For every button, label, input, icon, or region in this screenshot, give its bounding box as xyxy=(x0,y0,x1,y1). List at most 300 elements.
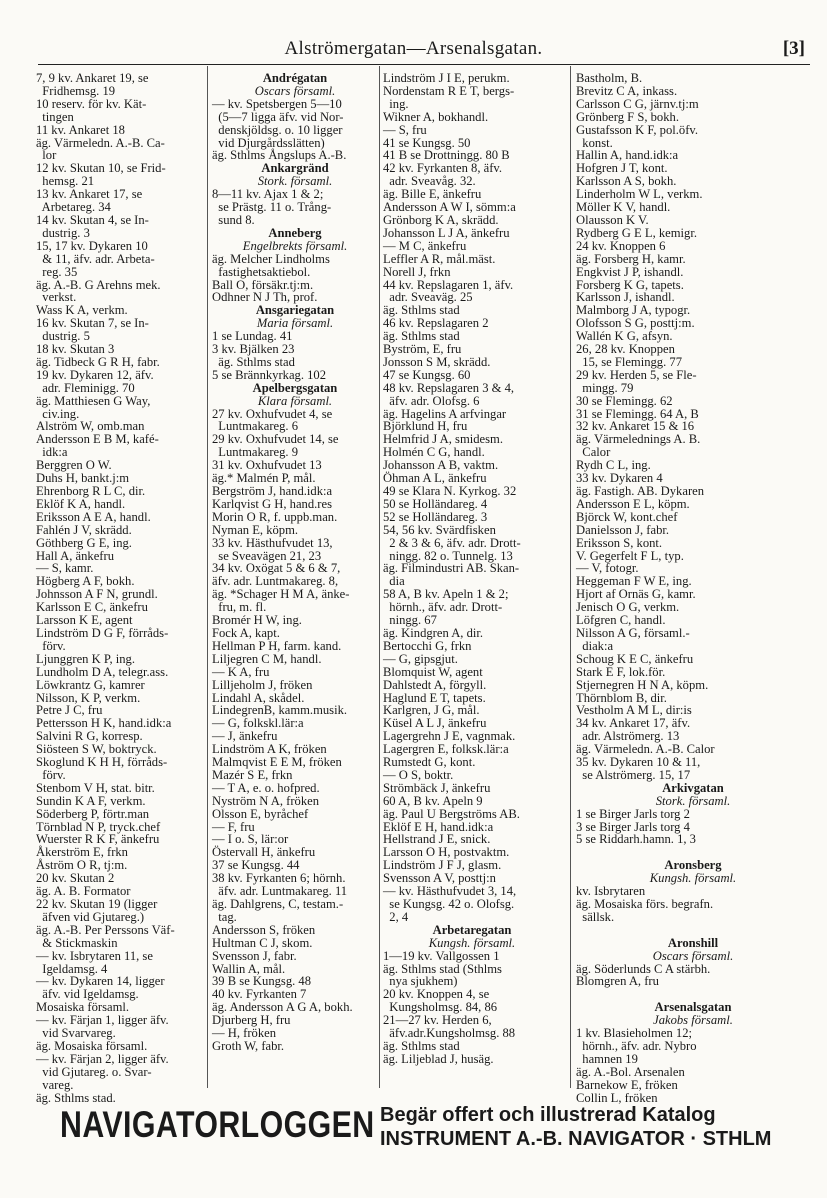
ad-brand-name: NAVIGATORLOGGEN xyxy=(60,1104,375,1145)
directory-entry: 21—27 kv. Herden 6, xyxy=(383,1013,492,1028)
directory-entry: adr. Sveavåg. 32. xyxy=(383,174,476,189)
directory-entry: 48 kv. Repslagaren 3 & 4, xyxy=(383,380,515,395)
directory-entry: Schoug K E C, änkefru xyxy=(576,651,694,666)
directory-entry: adr. Alströmerg. 13 xyxy=(576,729,680,744)
directory-entry: 1—19 kv. Vallgossen 1 xyxy=(383,948,500,963)
directory-entry: Dahlstedt A, förgyll. xyxy=(383,677,487,692)
directory-entry: 44 kv. Repslagaren 1, äfv. xyxy=(383,277,514,292)
directory-entry: Lindström A K, fröken xyxy=(212,742,327,757)
directory-entry: Holmén C G, handl. xyxy=(383,445,485,460)
directory-entry: Pettersson H K, hand.idk:a xyxy=(36,716,172,731)
directory-entry: 29 kv. Oxhufvudet 14, se xyxy=(212,432,339,447)
directory-entry: Calor xyxy=(576,445,611,460)
directory-entry: — S, fru xyxy=(383,122,427,137)
directory-entry: äg. Bille E, änkefru xyxy=(383,187,482,202)
directory-entry: äg. Värmeledn. A.-B. Ca- xyxy=(36,135,165,150)
parish-label: Engelbrekts församl. xyxy=(242,238,348,253)
directory-entry: Lilljeholm J, fröken xyxy=(212,677,313,692)
directory-entry: Odhner N J Th, prof. xyxy=(212,290,318,305)
directory-entry: 46 kv. Repslagaren 2 xyxy=(383,316,489,331)
directory-entry: denskjöldsg. o. 10 ligger xyxy=(212,122,343,137)
directory-entry: Lagergren E, folksk.lär:a xyxy=(383,742,509,757)
directory-entry: — M C, änkefru xyxy=(383,238,467,253)
directory-entry: Wuerster R K F, änkefru xyxy=(36,832,160,847)
directory-entry: — T A, e. o. hofpred. xyxy=(212,780,320,795)
directory-entry: 12 kv. Skutan 10, se Frid- xyxy=(36,161,166,176)
directory-entry: Svensson A V, posttj:n xyxy=(383,871,496,886)
directory-entry: Nyman E, köpm. xyxy=(212,522,299,537)
directory-entry: Barnekow E, fröken xyxy=(576,1077,678,1092)
directory-entry: idk:a xyxy=(36,445,68,460)
directory-entry: Linderholm W L, verkm. xyxy=(576,187,703,202)
directory-entry: äg. A.-B. G Arehns mek. xyxy=(36,277,161,292)
directory-entry: Igeldamsg. 4 xyxy=(36,961,108,976)
directory-entry: Rumstedt G, kont. xyxy=(383,755,476,770)
directory-entry: äg. Sthlms stad xyxy=(212,354,295,369)
directory-entry: Haglund E T, tapets. xyxy=(383,690,486,705)
directory-entry: Engkvist J P, ishandl. xyxy=(576,264,684,279)
directory-entry: 8—11 kv. Ajax 1 & 2; xyxy=(212,187,324,202)
directory-entry: Fahlén J V, skrädd. xyxy=(36,522,132,537)
directory-entry: äfv. adr. Luntmakareg. 8, xyxy=(212,574,339,589)
directory-entry: äg. Liljeblad J, husäg. xyxy=(383,1051,494,1066)
directory-column-2 xyxy=(212,72,378,1087)
directory-entry: 33 kv. Dykaren 4 xyxy=(576,471,663,486)
directory-entry: 26, 28 kv. Knoppen xyxy=(576,342,675,357)
directory-entry: Carlsson C G, järnv.tj:m xyxy=(576,96,699,111)
street-heading: Aronshill xyxy=(667,935,719,950)
directory-entry: — kv. Dykaren 14, ligger xyxy=(36,974,165,989)
directory-entry: Petre J C, fru xyxy=(36,703,103,718)
directory-entry: Hall A, änkefru xyxy=(36,548,114,563)
directory-entry: 20 kv. Skutan 2 xyxy=(36,871,115,886)
directory-entry: 42 kv. Fyrkanten 8, äfv. xyxy=(383,161,503,176)
directory-entry: äg. A. B. Formator xyxy=(36,884,131,899)
directory-entry: Larsson K E, agent xyxy=(36,613,133,628)
directory-entry: vid Svarvareg. xyxy=(36,1026,116,1041)
directory-entry: tingen xyxy=(36,109,74,124)
directory-entry: 41 se Kungsg. 50 xyxy=(383,135,471,150)
directory-entry: 1 kv. Blasieholmen 12; xyxy=(576,1026,693,1041)
directory-entry: & 11, äfv. adr. Arbeta- xyxy=(36,251,155,266)
directory-entry: — F, fru xyxy=(212,819,255,834)
directory-entry: Wikner A, bokhandl. xyxy=(383,109,489,124)
directory-entry: Bastholm, B. xyxy=(576,71,643,85)
directory-entry: 27 kv. Oxhufvudet 4, se xyxy=(212,406,333,421)
directory-entry: — G, gipsgjut. xyxy=(383,651,458,666)
directory-entry: 54, 56 kv. Svärdfisken xyxy=(383,522,496,537)
directory-entry: Duhs H, bankt.j:m xyxy=(36,471,130,486)
directory-entry: se Sveavägen 21, 23 xyxy=(212,548,322,563)
directory-entry: Wallén K G, afsyn. xyxy=(576,329,673,344)
directory-entry: — H, fröken xyxy=(212,1026,277,1041)
directory-entry: Heggeman F W E, ing. xyxy=(576,574,692,589)
directory-entry: Kungsholmsg. 84, 86 xyxy=(383,1000,498,1015)
directory-entry: vareg. xyxy=(36,1077,74,1092)
directory-entry: vid Djurgårdsslätten) xyxy=(212,135,325,150)
directory-entry: Åkerström E, frkn xyxy=(36,845,128,860)
directory-entry: Nordenstam R E T, bergs- xyxy=(383,83,515,98)
directory-entry: Johnsson A F N, grundl. xyxy=(36,587,158,602)
parish-label: Jakobs församl. xyxy=(653,1013,733,1028)
directory-entry: — O S, boktr. xyxy=(383,767,454,782)
directory-entry: Lundholm D A, telegr.ass. xyxy=(36,664,169,679)
directory-entry: Danielsson J, fabr. xyxy=(576,522,670,537)
street-heading: Apelbergsgatan xyxy=(252,380,338,395)
directory-entry: 34 kv. Oxögat 5 & 6 & 7, xyxy=(212,561,341,576)
directory-entry: Helmfrid J A, smidesm. xyxy=(383,432,503,447)
directory-column-1 xyxy=(36,71,204,1105)
directory-entry: civ.ing. xyxy=(36,406,80,421)
directory-entry: Eriksson S, kont. xyxy=(576,535,663,550)
directory-entry: dia xyxy=(383,574,405,589)
directory-entry: Andersson E B M, kafé- xyxy=(36,432,159,447)
directory-entry: V. Gegerfelt F L, typ. xyxy=(576,548,684,563)
directory-entry: äg. Värmelednings A. B. xyxy=(576,432,701,447)
directory-entry: Rydh C L, ing. xyxy=(576,458,651,473)
directory-entry: Bergström J, hand.idk:a xyxy=(212,484,333,498)
directory-entry: ningg. 67 xyxy=(383,613,437,628)
directory-entry: — J, änkefru xyxy=(212,729,278,744)
directory-entry: Salvini R G, korresp. xyxy=(36,729,143,744)
directory-entry: Svensson J, fabr. xyxy=(212,948,297,963)
directory-entry: äg. Värmeledn. A.-B. Calor xyxy=(576,742,715,757)
directory-entry: — V, fotogr. xyxy=(576,561,639,576)
directory-entry: Rydberg G E L, kemigr. xyxy=(576,225,697,240)
directory-entry: äg. Sthlms stad xyxy=(383,329,460,344)
directory-entry: Grönberg F S, bokh. xyxy=(576,109,679,124)
directory-entry: Ljunggren K P, ing. xyxy=(36,651,135,666)
directory-entry: äg. A.-B. Per Perssons Väf- xyxy=(36,922,175,937)
directory-entry: Skoglund K H H, förråds- xyxy=(36,755,168,770)
street-heading: Andrégatan xyxy=(262,71,328,85)
directory-entry: Högberg A F, bokh. xyxy=(36,574,135,589)
street-heading: Arkivgatan xyxy=(662,780,724,795)
directory-entry: Leffler A R, mål.mäst. xyxy=(383,251,496,266)
directory-entry: hörnh., äfv. adr. Nybro xyxy=(576,1038,697,1053)
directory-entry: äg. Sthlms stad (Sthlms xyxy=(383,961,502,976)
directory-entry: Jenisch O G, verkm. xyxy=(576,600,680,615)
directory-entry: 19 kv. Dykaren 12, äfv. xyxy=(36,367,154,382)
parish-label: Kungsh. församl. xyxy=(428,935,516,950)
directory-entry: äg. Andersson A G A, bokh. xyxy=(212,1000,353,1015)
directory-entry: äg. *Schager H M A, änke- xyxy=(212,587,350,602)
directory-entry: Nilsson A G, församl.- xyxy=(576,625,690,640)
directory-entry: 41 B se Drottningg. 80 B xyxy=(383,148,510,163)
directory-entry: (5—7 ligga äfv. vid Nor- xyxy=(212,109,344,124)
directory-entry: Karlgren, J G, mål. xyxy=(383,703,480,718)
directory-entry: äg. Sthlms stad xyxy=(383,1038,460,1053)
directory-entry: 30 se Flemingg. 62 xyxy=(576,393,673,408)
directory-entry: 10 reserv. för kv. Kät- xyxy=(36,96,147,111)
street-heading: Arsenalsgatan xyxy=(654,1000,732,1015)
directory-entry: äg. Fastigh. AB. Dykaren xyxy=(576,484,705,498)
directory-entry: Olsson E, byråchef xyxy=(212,806,309,821)
directory-entry: Karlsson A S, bokh. xyxy=(576,174,677,189)
directory-entry: diak:a xyxy=(576,638,614,653)
directory-entry: Stenbom V H, stat. bitr. xyxy=(36,780,155,795)
directory-entry: Ehrenborg R L C, dir. xyxy=(36,484,146,498)
directory-entry: Björck W, kont.chef xyxy=(576,509,678,524)
parish-label: Oscars församl. xyxy=(254,83,336,98)
directory-entry: Eklöf K A, handl. xyxy=(36,496,126,511)
directory-entry: 47 se Kungsg. 60 xyxy=(383,367,471,382)
directory-entry: Blomquist W, agent xyxy=(383,664,483,679)
directory-entry: — K A, fru xyxy=(212,664,270,679)
directory-entry: Olausson K V. xyxy=(576,212,649,227)
directory-entry: äfven vid Gjutareg.) xyxy=(36,909,145,924)
directory-entry: hamnen 19 xyxy=(576,1051,638,1066)
directory-entry: Karlqvist G H, hand.res xyxy=(212,496,332,511)
parish-label: Kungsh. församl. xyxy=(649,871,737,886)
directory-entry: 37 se Kungsg. 44 xyxy=(212,858,300,873)
directory-entry: Bromér H W, ing. xyxy=(212,613,302,628)
ad-company-text: INSTRUMENT A.-B. NAVIGATOR · STHLM xyxy=(380,1128,772,1150)
directory-entry: Hellstrand J E, snick. xyxy=(383,832,491,847)
parish-label: Oscars församl. xyxy=(652,948,734,963)
directory-entry: — kv. Spetsbergen 5—10 xyxy=(212,96,342,111)
directory-entry: Malmqvist E E M, fröken xyxy=(212,755,342,770)
directory-entry: Stark E F, lok.för. xyxy=(576,664,666,679)
directory-entry: 3 se Birger Jarls torg 4 xyxy=(576,819,690,834)
directory-entry: 18 kv. Skutan 3 xyxy=(36,342,115,357)
directory-entry: äg. Sthlms stad xyxy=(383,303,460,318)
directory-entry: ing. xyxy=(383,96,409,111)
directory-entry: 11 kv. Ankaret 18 xyxy=(36,122,125,137)
directory-entry: fru, m. fl. xyxy=(212,600,267,615)
directory-entry: Brevitz C A, inkass. xyxy=(576,83,678,98)
directory-entry: 2, 4 xyxy=(383,909,409,924)
directory-entry: kv. Isbrytaren xyxy=(576,884,646,899)
directory-entry: Lindström D G F, förråds- xyxy=(36,625,169,640)
directory-entry: fastighetsaktiebol. xyxy=(212,264,311,279)
directory-entry: mingg. 79 xyxy=(576,380,634,395)
directory-entry: 3 kv. Bjälken 23 xyxy=(212,342,295,357)
street-heading: Anneberg xyxy=(268,225,322,240)
directory-entry: Andersson A W I, sömm:a xyxy=(383,200,516,215)
directory-entry: Åström O R, tj:m. xyxy=(36,858,128,873)
directory-entry: vid Gjutareg. o. Svar- xyxy=(36,1064,152,1079)
directory-entry: tag. xyxy=(212,909,237,924)
directory-entry: äg. Matthiesen G Way, xyxy=(36,393,151,408)
directory-entry: äg. Filmindustri AB. Skan- xyxy=(383,561,520,576)
directory-entry: Lagergrehn J E, vagnmak. xyxy=(383,729,516,744)
directory-entry: 15, se Flemingg. 77 xyxy=(576,354,682,369)
page-header xyxy=(0,38,827,64)
directory-entry: Morin O R, f. uppb.man. xyxy=(212,509,338,524)
directory-entry: 38 kv. Fyrkanten 6; hörnh. xyxy=(212,871,346,886)
directory-entry: 40 kv. Fyrkanten 7 xyxy=(212,987,307,1002)
directory-entry: äg. Forsberg H, kamr. xyxy=(576,251,686,266)
directory-entry: äg. Söderlunds C A stärbh. xyxy=(576,961,711,976)
directory-entry: Törnblad N P, tryck.chef xyxy=(36,819,161,834)
directory-entry: dustrig. 5 xyxy=(36,329,90,344)
directory-entry: Fock A, kapt. xyxy=(212,625,280,640)
directory-entry: Hallin A, hand.idk:a xyxy=(576,148,679,163)
directory-entry: Byström, E, fru xyxy=(383,342,462,357)
directory-entry: 5 se Riddarh.hamn. 1, 3 xyxy=(576,832,696,847)
directory-entry: Blomgren A, fru xyxy=(576,974,659,989)
directory-entry: Stjernegren H N A, köpm. xyxy=(576,677,709,692)
directory-entry: 52 se Holländareg. 3 xyxy=(383,509,488,524)
directory-entry: Lindahl A, skådel. xyxy=(212,690,305,705)
directory-entry: Söderberg P, förtr.man xyxy=(36,806,150,821)
directory-entry: Wallin A, mål. xyxy=(212,961,286,976)
directory-entry: förv. xyxy=(36,638,66,653)
directory-entry: Forsberg K G, tapets. xyxy=(576,277,684,292)
directory-entry: nya sjukhem) xyxy=(383,974,458,989)
directory-entry: 32 kv. Ankaret 15 & 16 xyxy=(576,419,695,434)
directory-entry: Hjort af Ornäs G, kamr. xyxy=(576,587,696,602)
directory-entry: Andersson E L, köpm. xyxy=(576,496,690,511)
parish-label: Maria församl. xyxy=(256,316,334,331)
directory-entry: äfv. adr. Olofsg. 6 xyxy=(383,393,480,408)
directory-entry: Löfgren C, handl. xyxy=(576,613,666,628)
directory-entry: — kv. Isbrytaren 11, se xyxy=(36,948,153,963)
column-divider xyxy=(570,66,571,1088)
directory-entry: Hofgren J T, kont. xyxy=(576,161,668,176)
street-heading: Aronsberg xyxy=(664,858,722,873)
directory-entry: 13 kv. Ankaret 17, se xyxy=(36,187,143,202)
directory-entry: adr. Sveaväg. 25 xyxy=(383,290,473,305)
directory-entry: Luntmakareg. 9 xyxy=(212,445,299,460)
directory-entry: 16 kv. Skutan 7, se In- xyxy=(36,316,149,331)
directory-entry: 2 & 3 & 6, äfv. adr. Drott- xyxy=(383,535,521,550)
directory-entry: 15, 17 kv. Dykaren 10 xyxy=(36,238,148,253)
directory-entry: Ball O, försäkr.tj:m. xyxy=(212,277,314,292)
column-divider xyxy=(207,66,208,1088)
directory-entry: Lindström J F J, glasm. xyxy=(383,858,502,873)
directory-entry: Eriksson A E A, handl. xyxy=(36,509,151,524)
directory-entry: Vestholm A M L, dir:is xyxy=(576,703,692,718)
directory-entry: äg. Hagelins A arfvingar xyxy=(383,406,507,421)
directory-entry: Norell J, frkn xyxy=(383,264,451,279)
directory-entry: sällsk. xyxy=(576,909,615,924)
directory-entry: hörnh., äfv. adr. Drott- xyxy=(383,600,503,615)
directory-entry: 1 se Birger Jarls torg 2 xyxy=(576,806,690,821)
directory-entry: Alström W, omb.man xyxy=(36,419,145,434)
directory-entry: förv. xyxy=(36,767,66,782)
directory-entry: — G, folkskl.lär:a xyxy=(212,716,304,731)
directory-entry: Eklöf E H, hand.idk:a xyxy=(383,819,494,834)
directory-entry: 60 A, B kv. Apeln 9 xyxy=(383,793,483,808)
directory-entry xyxy=(576,924,810,937)
directory-entry: ningg. 82 o. Tunnelg. 13 xyxy=(383,548,513,563)
directory-entry: äfv.adr.Kungsholmsg. 88 xyxy=(383,1026,516,1041)
directory-entry: Johansson L J A, änkefru xyxy=(383,225,510,240)
directory-entry: hemsg. 21 xyxy=(36,174,95,189)
directory-entry: 5 se Brännkyrkag. 102 xyxy=(212,367,327,382)
directory-entry: Bertocchi G, frkn xyxy=(383,638,472,653)
directory-entry: 33 kv. Hästhufvudet 13, xyxy=(212,535,333,550)
directory-entry: 35 kv. Dykaren 10 & 11, xyxy=(576,755,701,770)
directory-entry: 1 se Lundag. 41 xyxy=(212,329,293,344)
directory-entry: 14 kv. Skutan 4, se In- xyxy=(36,212,149,227)
directory-entry: Hellman P H, farm. kand. xyxy=(212,638,342,653)
directory-entry: äg. Kindgren A, dir. xyxy=(383,625,484,640)
directory-entry: äg. Tidbeck G R H, fabr. xyxy=(36,354,160,369)
directory-entry: Nilsson, K P, verkm. xyxy=(36,690,141,705)
directory-entry: lor xyxy=(36,148,57,163)
directory-entry: konst. xyxy=(576,135,613,150)
directory-entry: Johansson A B, vaktm. xyxy=(383,458,499,473)
directory-entry: reg. 35 xyxy=(36,264,78,279)
directory-entry: — kv. Hästhufvudet 3, 14, xyxy=(383,884,517,899)
directory-entry: se Prästg. 11 o. Trång- xyxy=(212,200,332,215)
directory-entry: Grönborg K A, skrädd. xyxy=(383,212,499,227)
directory-entry: Andersson S, fröken xyxy=(212,922,316,937)
directory-entry: Küsel A L J, änkefru xyxy=(383,716,487,731)
directory-entry: Göthberg G E, ing. xyxy=(36,535,132,550)
directory-entry: se Kungsg. 42 o. Olofsg. xyxy=(383,897,515,911)
directory-entry: — kv. Färjan 1, ligger äfv. xyxy=(36,1013,169,1028)
directory-entry: Larsson O H, postvaktm. xyxy=(383,845,510,860)
directory-entry: Groth W, fabr. xyxy=(212,1038,285,1053)
header-rule xyxy=(38,64,810,65)
advertisement-banner xyxy=(0,1104,827,1158)
directory-entry: Lindström J I E, perukm. xyxy=(383,71,510,85)
directory-entry: äg.* Malmén P, mål. xyxy=(212,471,316,486)
directory-entry: verkst. xyxy=(36,290,77,305)
directory-entry: Jonsson S M, skrädd. xyxy=(383,354,491,369)
directory-entry: Berggren O W. xyxy=(36,458,112,473)
ad-offer-text: Begär offert och illustrerad Katalog xyxy=(380,1104,716,1126)
directory-entry: 39 B se Kungsg. 48 xyxy=(212,974,312,989)
directory-entry: Hultman C J, skom. xyxy=(212,935,313,950)
parish-label: Stork. församl. xyxy=(257,174,333,189)
directory-entry: äg. Mosaiska förs. begrafn. xyxy=(576,897,714,911)
directory-entry: Collin L, fröken xyxy=(576,1090,658,1105)
directory-entry: 31 se Flemingg. 64 A, B xyxy=(576,406,699,421)
directory-entry: Karlsson J, ishandl. xyxy=(576,290,675,305)
directory-entry: 58 A, B kv. Apeln 1 & 2; xyxy=(383,587,509,602)
directory-entry: — S, kamr. xyxy=(36,561,94,576)
directory-column-3 xyxy=(383,72,561,1087)
directory-entry: Strömbäck J, änkefru xyxy=(383,780,491,795)
directory-entry: Mazér S E, frkn xyxy=(212,767,293,782)
directory-entry: Möller K V, handl. xyxy=(576,200,671,215)
directory-entry: äg. Melcher Lindholms xyxy=(212,251,330,266)
directory-entry: äg. A.-Bol. Arsenalen xyxy=(576,1064,685,1079)
directory-entry: Östervall H, änkefru xyxy=(212,845,316,860)
directory-entry: sund 8. xyxy=(212,212,255,227)
directory-entry: Mosaiska församl. xyxy=(36,1000,130,1015)
parish-label: Stork. församl. xyxy=(655,793,731,808)
directory-entry: 7, 9 kv. Ankaret 19, se xyxy=(36,71,149,85)
directory-entry: Öhman A L, änkefru xyxy=(383,471,487,486)
directory-entry: äg. Sthlms Ångslups A.-B. xyxy=(212,148,347,163)
directory-entry: Löwkrantz G, kamrer xyxy=(36,677,145,692)
directory-entry: Siösteen S W, boktryck. xyxy=(36,742,157,757)
directory-entry: Gustafsson K F, pol.öfv. xyxy=(576,122,699,137)
directory-entry: 31 kv. Oxhufvudet 13 xyxy=(212,458,322,473)
directory-entry: Olofsson S G, posttj:m. xyxy=(576,316,695,331)
directory-entry: äg. Sthlms stad. xyxy=(36,1090,116,1105)
column-divider xyxy=(379,66,380,1088)
directory-entry: äg. Mosaiska församl. xyxy=(36,1038,148,1053)
directory-entry: äg. Paul U Bergströms AB. xyxy=(383,806,520,821)
directory-entry: äg. Dahlgrens, C, testam.- xyxy=(212,897,344,911)
directory-entry: 29 kv. Herden 5, se Fle- xyxy=(576,367,697,382)
directory-entry: 20 kv. Knoppen 4, se xyxy=(383,987,490,1002)
directory-entry: Arbetareg. 34 xyxy=(36,200,111,215)
directory-entry: 49 se Klara N. Kyrkog. 32 xyxy=(383,484,517,498)
directory-entry: Karlsson E C, änkefru xyxy=(36,600,148,615)
directory-entry: 22 kv. Skutan 19 (ligger xyxy=(36,897,158,911)
directory-entry: Sundin K A F, verkm. xyxy=(36,793,146,808)
directory-entry: Malmborg J A, typogr. xyxy=(576,303,691,318)
directory-entry: adr. Fleminigg. 70 xyxy=(36,380,135,395)
